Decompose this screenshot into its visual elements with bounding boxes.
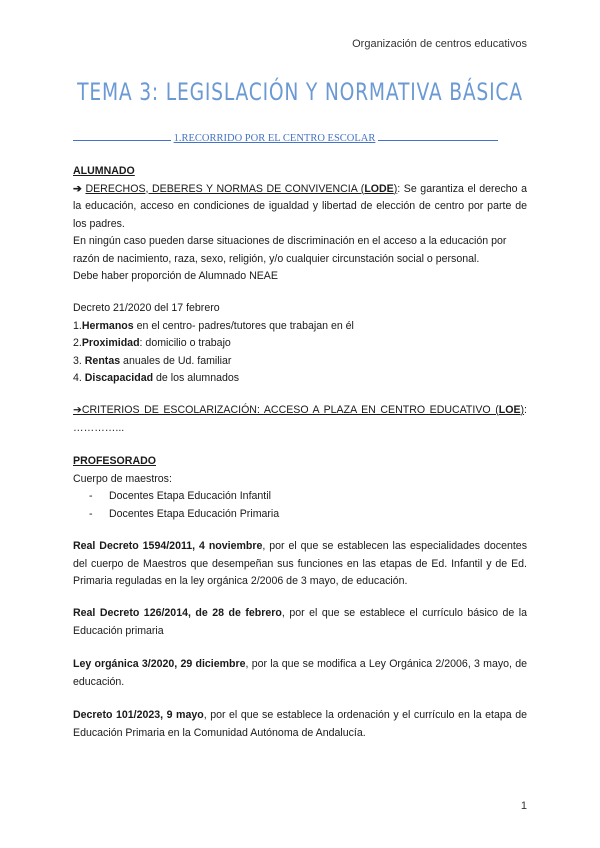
section-heading: 1.RECORRIDO POR EL CENTRO ESCOLAR bbox=[173, 133, 376, 144]
heading-rule-left bbox=[73, 132, 171, 141]
law-text: , por el que se establecen las especialidades docentes del cuerpo de Maestros que desempeñan sus funciones en las etapas de Ed. Infantil y de Ed. Primaria reguladas en la ley orgánica 2/2006 de 3 mayo, de educación. bbox=[73, 540, 527, 587]
law-text: , por el que se establece el currículo básico de la Educación primaria bbox=[73, 607, 527, 637]
escolarizacion-tail: : bbox=[524, 404, 527, 416]
criterio-bold: Discapacidad bbox=[84, 372, 154, 384]
list-item: - Docentes Etapa Educación Primaria bbox=[73, 506, 527, 524]
profesorado-block bbox=[73, 453, 527, 523]
criterio-num: 4. bbox=[73, 372, 85, 384]
criterios-block bbox=[73, 300, 527, 388]
cuerpo-text: Cuerpo de maestros: bbox=[73, 472, 172, 485]
criterio-item bbox=[73, 353, 527, 371]
criterio-num: 1. bbox=[73, 319, 82, 332]
criterio-item bbox=[73, 318, 527, 336]
criterio-text: anuales de Ud. familiar bbox=[120, 354, 232, 367]
law-paragraph bbox=[73, 707, 527, 742]
page-title: TEMA 3: LEGISLACIÓN Y NORMATIVA BÁSICA bbox=[77, 78, 523, 106]
law-text: , por la que se modifica a Ley Orgánica 2/2006, 3 mayo, de educación. bbox=[73, 658, 527, 688]
loe-law: LOE bbox=[498, 404, 521, 416]
escolarizacion-close: ) bbox=[520, 404, 525, 416]
escolarizacion-block bbox=[73, 402, 527, 437]
discrimination-text: En ningún caso pueden darse situaciones de discriminación en el acceso a la educación por razón de nacimiento, raza, sexo, religión, y/o cualquier circunstación social o personal. bbox=[73, 235, 507, 265]
page-number: 1 bbox=[520, 800, 527, 812]
ellipsis-dots: …………... bbox=[73, 421, 125, 434]
criterio-bold: Hermanos bbox=[81, 319, 134, 332]
law-text: , por el que se establece la ordenación y el currículo en la etapa de Educación Primaria en la Comunidad Autónoma de Andalucía. bbox=[73, 709, 527, 739]
law-title: Real Decreto 1594/2011, 4 noviembre bbox=[73, 540, 263, 552]
neae-text: Debe haber proporción de Alumnado NEAE bbox=[73, 270, 278, 282]
law-paragraph bbox=[73, 605, 527, 640]
list-item: - Docentes Etapa Educación Infantil bbox=[73, 488, 527, 506]
criterio-bold: Rentas bbox=[84, 354, 121, 367]
alumnado-heading: ALUMNADO bbox=[73, 165, 135, 177]
criterio-item bbox=[73, 335, 527, 353]
escolarizacion-label: ➔CRITERIOS DE ESCOLARIZACIÓN: ACCESO A PLAZA EN CENTRO EDUCATIVO ( bbox=[73, 404, 499, 416]
law-title: Real Decreto 126/2014, de 28 de febrero bbox=[73, 607, 282, 619]
docentes-list bbox=[73, 488, 527, 523]
criterio-text: de los alumnados bbox=[153, 372, 240, 384]
lode-law: LODE bbox=[364, 182, 394, 195]
derechos-paragraph bbox=[73, 181, 527, 234]
profesorado-heading: PROFESORADO bbox=[73, 455, 156, 467]
section-heading-row bbox=[73, 132, 525, 144]
criterio-num: 3. bbox=[73, 354, 85, 367]
law-paragraph bbox=[73, 656, 527, 691]
escolarizacion-paragraph bbox=[73, 402, 527, 420]
derechos-text: : Se garantiza el derecho a la educación, acceso en condiciones de igualdad y libertad de elección de centro por parte de los padres. bbox=[73, 182, 528, 230]
derechos-label: DERECHOS, DEBERES Y NORMAS DE CONVIVENCIA ( bbox=[85, 182, 365, 195]
running-header: Organización de centros educativos bbox=[352, 38, 527, 50]
criterio-item bbox=[73, 370, 527, 388]
law-paragraph bbox=[73, 538, 527, 591]
law-title: Ley orgánica 3/2020, 29 diciembre bbox=[73, 658, 246, 670]
arrow-icon: ➔ bbox=[73, 182, 82, 195]
criterio-num: 2. bbox=[73, 337, 82, 349]
decreto-text: Decreto 21/2020 del 17 febrero bbox=[73, 302, 220, 314]
law-title: Decreto 101/2023, 9 mayo bbox=[73, 709, 204, 721]
criterio-bold: Proximidad bbox=[81, 337, 140, 349]
alumnado-block bbox=[73, 163, 527, 286]
heading-rule-right bbox=[378, 132, 498, 141]
derechos-close: ) bbox=[393, 182, 398, 195]
criterio-text: en el centro- padres/tutores que trabajan en él bbox=[133, 319, 354, 332]
criterio-text: : domicilio o trabajo bbox=[139, 337, 231, 349]
